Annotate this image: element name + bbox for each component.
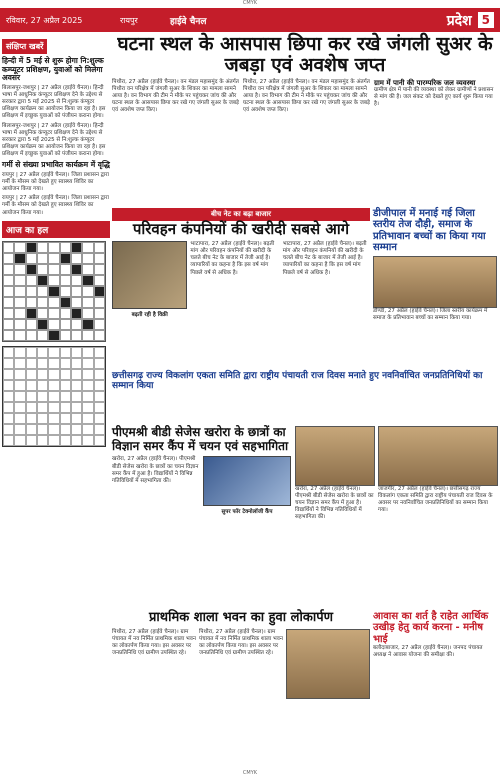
sudoku-cell xyxy=(82,358,93,369)
crossword-cell xyxy=(48,275,59,286)
sudoku-cell xyxy=(3,424,14,435)
crossword-cell xyxy=(3,253,14,264)
crossword-cell xyxy=(26,319,37,330)
crossword-cell xyxy=(71,319,82,330)
sudoku-cell xyxy=(14,402,25,413)
main-area xyxy=(112,34,498,778)
crossword-cell xyxy=(3,319,14,330)
kicker-label: बीच नेट का बढ़ा बाजार xyxy=(112,208,370,221)
sudoku-cell xyxy=(48,413,59,424)
crossword-cell xyxy=(48,264,59,275)
sudoku-cell xyxy=(71,358,82,369)
crossword-cell xyxy=(48,297,59,308)
sudoku-cell xyxy=(60,380,71,391)
sudoku-grid xyxy=(2,346,106,447)
sudoku-cell xyxy=(60,424,71,435)
crossword-cell xyxy=(37,286,48,297)
event-photo xyxy=(295,426,375,486)
lead-story-col-1: पिथौरा, 27 अप्रैल (हाईवे चैनल)। वन मंडल महासमुंद के अंतर्गत पिथौरा वन परिक्षेत्र में जंगली सुअर के शिकार का मामला सामने आया है। वन विभाग की टीम ने मौके पर पहुंचकर जांच की और घटना स्थल के आसपास छिपा कर रखे गए जंगली सुअर के जबड़े एवं अवशेष जप्त किए। xyxy=(112,78,239,114)
sudoku-cell xyxy=(14,391,25,402)
crossword-cell xyxy=(14,330,25,341)
right-story-a xyxy=(374,79,498,205)
lead-headline: घटना स्थल के आसपास छिपा कर रखे जंगली सुअर के जबड़ा एवं अवशेष जप्त xyxy=(117,33,493,76)
sudoku-cell xyxy=(82,413,93,424)
crossword-cell xyxy=(3,264,14,275)
sudoku-cell xyxy=(94,435,105,446)
page-header xyxy=(0,8,500,32)
sudoku-cell xyxy=(26,391,37,402)
sudoku-cell xyxy=(60,435,71,446)
crossword-cell xyxy=(48,308,59,319)
left-column xyxy=(2,34,110,776)
sudoku-cell xyxy=(82,369,93,380)
sudoku-cell xyxy=(37,424,48,435)
right-story-b-photo xyxy=(373,256,497,308)
crossword-cell xyxy=(48,242,59,253)
sudoku-cell xyxy=(3,380,14,391)
sudoku-cell xyxy=(26,413,37,424)
crossword-cell xyxy=(48,286,59,297)
sudoku-cell xyxy=(3,402,14,413)
fourth-story-col-1: पिथौरा, 27 अप्रैल (हाईवे चैनल)। ग्राम पंचायत में नव निर्मित प्राथमिक शाला भवन का लोकार्पण किया गया। इस अवसर पर जनप्रतिनिधि एवं ग्रामीण उपस्थित रहे। xyxy=(112,628,196,657)
sudoku-cell xyxy=(26,380,37,391)
sudoku-cell xyxy=(26,358,37,369)
sudoku-cell xyxy=(71,347,82,358)
crossword-cell xyxy=(14,253,25,264)
sudoku-cell xyxy=(37,369,48,380)
crossword-cell xyxy=(94,286,105,297)
right-story-b-text: डौण्डी, 27 अप्रैल (हाईवे चैनल)। जिला स्तरीय कार्यक्रम में समाज के प्रतिभावान बच्चों का सम्मान किया गया। xyxy=(373,307,488,321)
crossword-cell xyxy=(71,264,82,275)
crossword-cell xyxy=(48,330,59,341)
crossword-cell xyxy=(3,308,14,319)
crossword-cell xyxy=(71,286,82,297)
sudoku-cell xyxy=(94,391,105,402)
lead-story-col-2: पिथौरा, 27 अप्रैल (हाईवे चैनल)। वन मंडल महासमुंद के अंतर्गत पिथौरा वन परिक्षेत्र में जंगली सुअर के शिकार का मामला सामने आया है। वन विभाग की टीम ने मौके पर पहुंचकर जांच की और घटना स्थल के आसपास छिपा कर रखे गए जंगली सुअर के जबड़े एवं अवशेष जप्त किए। xyxy=(243,78,370,114)
crossword-cell xyxy=(26,275,37,286)
sudoku-cell xyxy=(82,347,93,358)
sudoku-cell xyxy=(14,358,25,369)
crossword-cell xyxy=(48,253,59,264)
city-name: रायपुर xyxy=(120,15,138,25)
sudoku-cell xyxy=(71,402,82,413)
crossword-cell xyxy=(26,308,37,319)
crossword-cell xyxy=(94,242,105,253)
right-story-c-photo xyxy=(378,426,498,486)
sudoku-cell xyxy=(71,369,82,380)
crossword-cell xyxy=(14,297,25,308)
sudoku-cell xyxy=(71,391,82,402)
sudoku-cell xyxy=(37,413,48,424)
crossword-cell xyxy=(48,319,59,330)
crossword-cell xyxy=(37,253,48,264)
crossword-cell xyxy=(71,308,82,319)
sudoku-cell xyxy=(14,424,25,435)
school-photo xyxy=(286,629,370,699)
crossword-cell xyxy=(14,275,25,286)
camp-photo-caption: सुपर फॉर टेक्नोलॉजी कैंप xyxy=(221,509,273,516)
crossword-cell xyxy=(82,275,93,286)
crossword-cell xyxy=(14,308,25,319)
crossword-cell xyxy=(71,253,82,264)
sudoku-cell xyxy=(94,347,105,358)
crossword-cell xyxy=(71,297,82,308)
crossword-cell xyxy=(60,264,71,275)
sudoku-cell xyxy=(14,435,25,446)
crossword-cell xyxy=(37,330,48,341)
sudoku-cell xyxy=(3,369,14,380)
sudoku-cell xyxy=(37,391,48,402)
brief-news-2-headline: गर्मी से संख्या प्रभावित कार्यक्रम में वृद्धि xyxy=(2,160,110,170)
crossword-cell xyxy=(82,330,93,341)
sudoku-cell xyxy=(82,380,93,391)
second-story-col-1: भाटापारा, 27 अप्रैल (हाईवे चैनल)। बढ़ती मांग और परिवहन कंपनियों की खरीदी के चलते बीच नेट के बाजार में तेजी आई है। व्यापारियों का कहना है कि इस वर्ष मांग पिछले वर्ष से अधिक है। xyxy=(190,241,275,276)
sudoku-cell xyxy=(37,358,48,369)
page-number: 5 xyxy=(478,12,494,28)
sudoku-cell xyxy=(60,402,71,413)
sudoku-cell xyxy=(14,369,25,380)
sudoku-cell xyxy=(94,358,105,369)
net-photo xyxy=(112,241,187,309)
sudoku-cell xyxy=(37,402,48,413)
sudoku-cell xyxy=(14,413,25,424)
crossword-cell xyxy=(60,275,71,286)
brief-news-1-text-cont: बिलासपुर-जशपुर | 27 अप्रैल (हाईवे चैनल)। हिन्दी भाषा में आधुनिक कंप्यूटर प्रशिक्षण देने के उद्देश्य से सरकार द्वारा 5 मई 2025 से नि:शुल्क कंप्यूटर प्रशिक्षण कार्यक्रम का आयोजन किया जा रहा है। इस प्रशिक्षण में इच्छुक युवाओं को पंजीयन कराना होगा। xyxy=(2,122,106,158)
sudoku-cell xyxy=(71,435,82,446)
crossword-cell xyxy=(37,275,48,286)
crossword-cell xyxy=(3,330,14,341)
sudoku-cell xyxy=(48,358,59,369)
crossword-cell xyxy=(14,242,25,253)
brief-news-2-text-cont: रायपुर | 27 अप्रैल (हाईवे चैनल)। जिला प्रशासन द्वारा गर्मी के मौसम को देखते हुए स्वास्थ्य शिविर का आयोजन किया गया। xyxy=(2,195,109,216)
sudoku-cell xyxy=(94,424,105,435)
crossword-cell xyxy=(82,264,93,275)
sudoku-cell xyxy=(14,347,25,358)
crossword-cell xyxy=(37,264,48,275)
sudoku-cell xyxy=(94,380,105,391)
crossword-cell xyxy=(37,319,48,330)
crossword-cell xyxy=(94,308,105,319)
crossword-cell xyxy=(82,242,93,253)
brief-news-2-text: रायपुर | 27 अप्रैल (हाईवे चैनल)। जिला प्रशासन द्वारा गर्मी के मौसम को देखते हुए स्वास्थ्य शिविर का आयोजन किया गया। xyxy=(2,171,109,193)
crossword-grid xyxy=(2,241,106,342)
crossword-cell xyxy=(94,253,105,264)
crossword-cell xyxy=(60,297,71,308)
right-story-c-text: जांजगीर, 27 अप्रैल (हाईवे चैनल)। छत्तीसगढ़ राज्य विकलांग एकता समिति द्वारा राष्ट्रीय पंचायती राज दिवस के अवसर पर नवनिर्वाचित जनप्रतिनिधियों का सम्मान किया गया। xyxy=(378,485,493,514)
sudoku-cell xyxy=(60,369,71,380)
sudoku-cell xyxy=(82,391,93,402)
crossword-cell xyxy=(26,264,37,275)
crossword-cell xyxy=(60,308,71,319)
sudoku-cell xyxy=(71,413,82,424)
brief-news-1-text: बिलासपुर-जशपुर | 27 अप्रैल (हाईवे चैनल)। हिन्दी भाषा में आधुनिक कंप्यूटर प्रशिक्षण देने के उद्देश्य से सरकार द्वारा 5 मई 2025 से नि:शुल्क कंप्यूटर प्रशिक्षण कार्यक्रम का आयोजन किया जा रहा है। इस प्रशिक्षण में इच्छुक युवाओं को पंजीयन कराना होगा। xyxy=(2,84,106,120)
crossword-cell xyxy=(37,242,48,253)
crossword-cell xyxy=(60,286,71,297)
section-title: प्रदेश xyxy=(446,12,472,29)
sudoku-cell xyxy=(94,402,105,413)
third-headline: पीएमश्री बीडी सेजेस खरोरा के छात्रों का विज्ञान समर कैंप में चयन एवं सहभागिता xyxy=(112,424,289,453)
sudoku-cell xyxy=(82,435,93,446)
crossword-cell xyxy=(94,330,105,341)
brief-news-1-headline: हिन्दी में 5 मई से शुरू होगा नि:शुल्क कम्प्यूटर प्रशिक्षण, युवाओं को मिलेगा अवसर xyxy=(2,56,104,83)
sudoku-cell xyxy=(37,380,48,391)
sudoku-cell xyxy=(48,402,59,413)
sudoku-cell xyxy=(26,347,37,358)
print-mark-top: CMYK xyxy=(242,0,258,6)
sudoku-cell xyxy=(71,424,82,435)
third-story-col-2: खरोरा, 27 अप्रैल (हाईवे चैनल)। पीएमश्री बीडी सेजेस खरोरा के छात्रों का चयन विज्ञान समर कैंप में हुआ है। विद्यार्थियों ने विभिन्न गतिविधियों में सहभागिता की। xyxy=(295,485,374,521)
puzzle-title: आज का हल xyxy=(2,221,110,238)
sudoku-cell xyxy=(26,369,37,380)
second-headline: परिवहन कंपनियों की खरीदी सबसे आगे xyxy=(132,219,350,238)
crossword-cell xyxy=(71,275,82,286)
sudoku-cell xyxy=(48,391,59,402)
sudoku-cell xyxy=(82,424,93,435)
sudoku-cell xyxy=(3,435,14,446)
camp-photo xyxy=(203,456,291,506)
crossword-cell xyxy=(26,242,37,253)
crossword-cell xyxy=(14,286,25,297)
crossword-cell xyxy=(3,275,14,286)
sudoku-cell xyxy=(3,358,14,369)
crossword-cell xyxy=(94,297,105,308)
sudoku-cell xyxy=(48,380,59,391)
crossword-cell xyxy=(60,319,71,330)
crossword-cell xyxy=(37,297,48,308)
puzzle-box xyxy=(2,221,110,447)
crossword-cell xyxy=(60,242,71,253)
crossword-cell xyxy=(37,308,48,319)
fourth-headline: प्राथमिक शाला भवन का हुवा लोकार्पण xyxy=(149,609,333,625)
sudoku-cell xyxy=(37,435,48,446)
sudoku-cell xyxy=(60,347,71,358)
sudoku-cell xyxy=(3,413,14,424)
sudoku-cell xyxy=(3,391,14,402)
brief-news-tag: संक्षिप्त खबरें xyxy=(2,39,47,54)
crossword-cell xyxy=(82,253,93,264)
sudoku-cell xyxy=(60,391,71,402)
sudoku-cell xyxy=(82,402,93,413)
sudoku-cell xyxy=(48,369,59,380)
crossword-cell xyxy=(26,297,37,308)
crossword-cell xyxy=(26,286,37,297)
sudoku-cell xyxy=(14,380,25,391)
crossword-cell xyxy=(3,242,14,253)
crossword-cell xyxy=(26,253,37,264)
right-story-d-text: बलौदाबाजार, 27 अप्रैल (हाईवे चैनल)। जनपद पंचायत अध्यक्ष ने आवास योजना की समीक्षा की। xyxy=(373,645,483,659)
right-story-a-text: ग्रामीण क्षेत्र में पानी की व्यवस्था को लेकर ग्रामीणों ने प्रशासन से मांग की है। जल संकट को देखते हुए कार्य शुरू किया गया है। xyxy=(374,86,494,108)
right-story-b-headline: डीजीपाल में मनाई गई जिला स्तरीय तेज दौड़ी, समाज के प्रतिभावान बच्चों का किया गया सम्मान xyxy=(373,207,486,254)
sudoku-cell xyxy=(60,413,71,424)
crossword-cell xyxy=(94,319,105,330)
sudoku-cell xyxy=(37,347,48,358)
right-story-d-headline: आवास का शर्त है राहेत आर्थिक उखीड़ हेतु कार्य करना - मनीष भाई xyxy=(373,610,489,645)
sudoku-cell xyxy=(26,435,37,446)
second-story-col-2: भाटापारा, 27 अप्रैल (हाईवे चैनल)। बढ़ती मांग और परिवहन कंपनियों की खरीदी के चलते बीच नेट के बाजार में तेजी आई है। व्यापारियों का कहना है कि इस वर्ष मांग पिछले वर्ष से अधिक है। xyxy=(282,241,367,276)
third-story-col-1: खरोरा, 27 अप्रैल (हाईवे चैनल)। पीएमश्री बीडी सेजेस खरोरा के छात्रों का चयन विज्ञान समर कैंप में हुआ है। विद्यार्थियों ने विभिन्न गतिविधियों में सहभागिता की। xyxy=(112,456,199,484)
right-story-a-headline: ग्राम में पानी की पारम्परिक जल व्यवस्था xyxy=(374,78,476,87)
crossword-cell xyxy=(60,330,71,341)
right-story-b xyxy=(373,208,497,368)
right-story-c-headline: छत्तीसगढ़ राज्य विकलांग एकता समिति द्वारा राष्ट्रीय पंचायती राज दिवस मनाते हुए नवनिर्वाचित जनप्रतिनिधियों का सम्मान किया xyxy=(112,370,483,392)
crossword-cell xyxy=(60,253,71,264)
sudoku-cell xyxy=(3,347,14,358)
sudoku-cell xyxy=(26,424,37,435)
sudoku-cell xyxy=(71,380,82,391)
crossword-cell xyxy=(26,330,37,341)
sudoku-cell xyxy=(48,424,59,435)
sudoku-cell xyxy=(48,347,59,358)
crossword-cell xyxy=(3,297,14,308)
paper-name: हाईवे चैनल xyxy=(170,16,207,27)
crossword-cell xyxy=(82,286,93,297)
crossword-cell xyxy=(82,297,93,308)
crossword-cell xyxy=(14,264,25,275)
issue-date: रविवार, 27 अप्रैल 2025 xyxy=(6,15,83,25)
crossword-cell xyxy=(94,264,105,275)
crossword-cell xyxy=(3,286,14,297)
sudoku-cell xyxy=(26,402,37,413)
crossword-cell xyxy=(82,308,93,319)
sudoku-cell xyxy=(48,435,59,446)
crossword-cell xyxy=(71,242,82,253)
crossword-cell xyxy=(94,275,105,286)
sudoku-cell xyxy=(94,369,105,380)
crossword-cell xyxy=(14,319,25,330)
net-photo-caption: बढ़ती रही है विक्री xyxy=(131,312,168,319)
sudoku-cell xyxy=(94,413,105,424)
crossword-cell xyxy=(82,319,93,330)
print-mark-bottom: CMYK xyxy=(242,770,258,776)
fourth-story-col-2: पिथौरा, 27 अप्रैल (हाईवे चैनल)। ग्राम पंचायत में नव निर्मित प्राथमिक शाला भवन का लोकार्पण किया गया। इस अवसर पर जनप्रतिनिधि एवं ग्रामीण उपस्थित रहे। xyxy=(199,628,283,657)
crossword-cell xyxy=(71,330,82,341)
sudoku-cell xyxy=(60,358,71,369)
